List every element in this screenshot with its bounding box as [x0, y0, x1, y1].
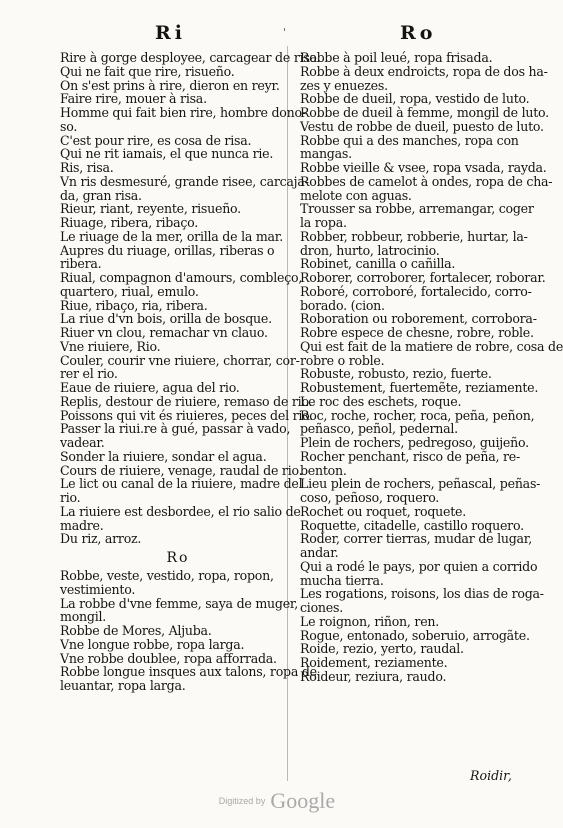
dictionary-line: Qui ne rit iamais, el que nunca rie.	[60, 146, 274, 162]
left-entries-ro	[60, 568, 317, 693]
dictionary-line: Le lict ou canal de la riuiere, madre del	[60, 476, 303, 492]
dictionary-line: Vne robbe doublee, ropa afforrada.	[60, 650, 277, 666]
dictionary-line: Sonder la riuiere, sondar el agua.	[60, 448, 267, 464]
dictionary-line: Robre espece de chesne, robre, roble.	[300, 325, 534, 340]
dictionary-line: borado. (cion.	[300, 297, 385, 313]
dictionary-line: la ropa.	[300, 215, 347, 230]
dictionary-line: Rire à gorge desployee, carcagear de risa.	[60, 50, 321, 65]
dictionary-line: Rogue, entonado, soberuio, arrogãte.	[300, 627, 530, 643]
dictionary-line: Roboré, corroboré, fortalecido, corro-	[300, 283, 532, 299]
dictionary-line: Robbe longue insques aux talons, ropa de	[60, 664, 317, 680]
dictionary-line: La robbe d'vne femme, saya de muger,	[60, 595, 299, 611]
dictionary-line: mongil.	[60, 609, 107, 625]
dictionary-line: Riue, ribaço, ria, ribera.	[60, 297, 208, 313]
catchword: Roidir,	[470, 768, 512, 783]
dictionary-line: Robbe, veste, vestido, ropa, ropon,	[60, 568, 274, 583]
dictionary-line: Homme qui fait bien rire, hombre dono-	[60, 105, 306, 120]
dictionary-line: Vne riuiere, Rio.	[60, 338, 161, 354]
dictionary-line: andar.	[300, 545, 339, 560]
dictionary-line: Robbe vieille & vsee, ropa vsada, rayda.	[300, 160, 547, 175]
dictionary-line: mangas.	[300, 146, 352, 162]
dictionary-line: ciones.	[300, 600, 343, 615]
right-column	[300, 50, 563, 684]
dictionary-line: Faire rire, mouer à risa.	[60, 91, 207, 107]
dictionary-line: Replis, destour de riuiere, remaso de rio.	[60, 393, 313, 409]
running-header	[0, 22, 554, 44]
watermark-prefix: Digitized by	[218, 796, 266, 806]
dictionary-line: Roboration ou roborement, corrobora-	[300, 311, 537, 327]
dictionary-line: Robbe qui a des manches, ropa con	[300, 132, 519, 148]
dictionary-line: quartero, riual, emulo.	[60, 283, 199, 299]
dictionary-line: Passer la riui.re à gué, passar à vado,	[60, 421, 291, 437]
dictionary-line: Robbe de dueil à femme, mongil de luto.	[300, 105, 549, 120]
dictionary-line: Plein de rochers, pedregoso, guijeño.	[300, 435, 529, 450]
dictionary-line: so.	[60, 118, 78, 134]
dictionary-line: Poissons qui vit és riuieres, peces del rio.	[60, 407, 314, 423]
dictionary-line: La riuiere est desbordee, el rio salio de	[60, 503, 301, 519]
dictionary-line: rer el rio.	[60, 366, 118, 382]
dictionary-line: vestimiento.	[60, 581, 136, 597]
dictionary-line: Vne longue robbe, ropa larga.	[60, 636, 245, 652]
dictionary-line: Les rogations, roisons, los dias de roga-	[300, 586, 544, 602]
dictionary-line: Ris, risa.	[60, 160, 114, 175]
dictionary-line: On s'est prins à rire, dieron en reyr.	[60, 77, 280, 93]
dictionary-line: dron, hurto, latrocinio.	[300, 242, 440, 258]
dictionary-line: Roborer, corroborer, fortalecer, roborar.	[300, 270, 546, 285]
left-entries-ri	[60, 50, 321, 547]
dictionary-line: Robbes de camelot à ondes, ropa de cha-	[300, 173, 553, 189]
dictionary-line: Le riuage de la mer, orilla de la mar.	[60, 228, 283, 244]
dictionary-line: ribera.	[60, 256, 102, 272]
dictionary-line: Roidement, reziamente.	[300, 655, 448, 670]
dictionary-line: rio.	[60, 490, 81, 505]
dictionary-line: Trousser sa robbe, arremangar, coger	[300, 201, 534, 217]
right-entries	[300, 50, 563, 684]
dictionary-line: Riual, compagnon d'amours, combleço,	[60, 270, 303, 285]
dictionary-line: Rochet ou roquet, roquete.	[300, 503, 466, 519]
dictionary-line: Rocher penchant, risco de peña, re-	[300, 448, 520, 464]
dictionary-line: Vn ris desmesuré, grande risee, carcaja-	[60, 173, 309, 189]
dictionary-line: Rieur, riant, reyente, risueño.	[60, 201, 241, 217]
digitized-watermark	[0, 788, 554, 814]
dictionary-line: vadear.	[60, 435, 105, 450]
dictionary-line: da, gran risa.	[60, 187, 142, 203]
dictionary-line: Robuste, robusto, rezio, fuerte.	[300, 366, 492, 382]
dictionary-line: leuantar, ropa larga.	[60, 678, 186, 693]
dictionary-line: Robustement, fuertemẽte, reziamente.	[300, 380, 539, 395]
dictionary-line: robre o roble.	[300, 352, 385, 368]
gutter-mark: '	[283, 26, 287, 39]
google-logo: Google	[270, 788, 336, 813]
dictionary-line: zes y enuezes.	[300, 77, 388, 93]
dictionary-line: madre.	[60, 517, 104, 533]
dictionary-line: Robbe à deux endroicts, ropa de dos ha-	[300, 63, 548, 79]
dictionary-line: coso, peñoso, roquero.	[300, 490, 440, 505]
dictionary-line: melote con aguas.	[300, 187, 412, 203]
dictionary-line: Qui est fait de la matiere de robre, cosa de	[300, 338, 563, 354]
dictionary-line: Qui ne fait que rire, risueño.	[60, 63, 235, 79]
header-left: Ri	[155, 22, 187, 44]
dictionary-line: Cours de riuiere, venage, raudal de rio.	[60, 462, 303, 478]
dictionary-line: Le roignon, riñon, ren.	[300, 613, 440, 629]
dictionary-line: Lieu plein de rochers, peñascal, peñas-	[300, 476, 541, 492]
dictionary-line: Vestu de robbe de dueil, puesto de luto.	[300, 118, 544, 134]
dictionary-line: Robbe de Mores, Aljuba.	[60, 623, 212, 638]
dictionary-line: Le roc des eschets, roque.	[300, 393, 462, 409]
dictionary-line: La riue d'vn bois, orilla de bosque.	[60, 311, 272, 327]
dictionary-line: C'est pour rire, es cosa de risa.	[60, 132, 252, 148]
dictionary-line: Aupres du riuage, orillas, riberas o	[60, 242, 275, 258]
dictionary-line: Couler, courir vne riuiere, chorrar, cor-	[60, 352, 300, 368]
dictionary-line: benton.	[300, 462, 347, 478]
dictionary-line: Eaue de riuiere, agua del rio.	[60, 380, 240, 395]
dictionary-line: Qui a rodé le pays, por quien a corrido	[300, 558, 538, 574]
dictionary-line: Roder, correr tierras, mudar de lugar,	[300, 531, 532, 547]
dictionary-line: Robbe à poil leué, ropa frisada.	[300, 50, 493, 65]
dictionary-line: Robber, robbeur, robberie, hurtar, la-	[300, 228, 528, 244]
dictionary-line: mucha tierra.	[300, 572, 384, 588]
dictionary-line: Riuage, ribera, ribaço.	[60, 215, 199, 230]
dictionary-line: Riuer vn clou, remachar vn clauo.	[60, 325, 268, 340]
dictionary-line: Roquette, citadelle, castillo roquero.	[300, 517, 524, 533]
dictionary-line: Roideur, reziura, raudo.	[300, 668, 447, 684]
dictionary-line: Roide, rezio, yerto, raudal.	[300, 641, 464, 657]
dictionary-line: Robbe de dueil, ropa, vestido de luto.	[300, 91, 530, 107]
dictionary-line: Robinet, canilla o cañilla.	[300, 256, 456, 272]
dictionary-line: Du riz, arroz.	[60, 531, 142, 547]
section-title-ro: Ro	[166, 550, 190, 566]
dictionary-line: peñasco, peñol, pedernal.	[300, 421, 458, 437]
dictionary-line: Roc, roche, rocher, roca, peña, peñon,	[300, 407, 535, 423]
header-right: Ro	[400, 22, 437, 44]
